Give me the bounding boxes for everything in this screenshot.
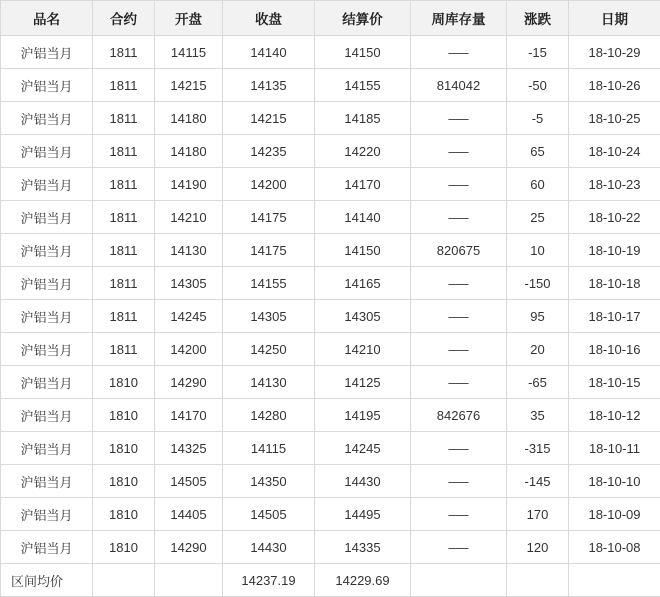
cell-weekly-stock: —– xyxy=(411,432,507,465)
cell-name: 沪铝当月 xyxy=(1,498,93,531)
cell-open: 14405 xyxy=(155,498,223,531)
cell-date: 18-10-24 xyxy=(569,135,660,168)
cell-name: 沪铝当月 xyxy=(1,300,93,333)
table-row xyxy=(1,498,660,531)
cell-name: 沪铝当月 xyxy=(1,36,93,69)
cell-open: 14180 xyxy=(155,135,223,168)
cell-contract: 1811 xyxy=(93,69,155,102)
cell-close: 14235 xyxy=(223,135,315,168)
cell-weekly-stock: 820675 xyxy=(411,234,507,267)
column-header-change: 涨跌 xyxy=(507,1,569,36)
cell-name: 沪铝当月 xyxy=(1,432,93,465)
table-row xyxy=(1,168,660,201)
cell-name: 沪铝当月 xyxy=(1,465,93,498)
cell-settlement: 14195 xyxy=(315,399,411,432)
cell-settlement: 14170 xyxy=(315,168,411,201)
summary-date xyxy=(569,564,660,597)
cell-contract: 1811 xyxy=(93,102,155,135)
table-row xyxy=(1,36,660,69)
summary-change xyxy=(507,564,569,597)
cell-change: 10 xyxy=(507,234,569,267)
cell-weekly-stock: —– xyxy=(411,168,507,201)
cell-change: 35 xyxy=(507,399,569,432)
cell-name: 沪铝当月 xyxy=(1,69,93,102)
cell-open: 14200 xyxy=(155,333,223,366)
cell-name: 沪铝当月 xyxy=(1,531,93,564)
table-row xyxy=(1,366,660,399)
cell-contract: 1811 xyxy=(93,135,155,168)
cell-close: 14135 xyxy=(223,69,315,102)
cell-open: 14245 xyxy=(155,300,223,333)
cell-close: 14200 xyxy=(223,168,315,201)
cell-change: -65 xyxy=(507,366,569,399)
cell-change: -15 xyxy=(507,36,569,69)
cell-contract: 1811 xyxy=(93,234,155,267)
cell-contract: 1810 xyxy=(93,531,155,564)
cell-settlement: 14495 xyxy=(315,498,411,531)
cell-weekly-stock: 814042 xyxy=(411,69,507,102)
cell-close: 14175 xyxy=(223,234,315,267)
cell-date: 18-10-09 xyxy=(569,498,660,531)
table-header-row xyxy=(1,1,660,36)
cell-change: 20 xyxy=(507,333,569,366)
cell-name: 沪铝当月 xyxy=(1,201,93,234)
cell-change: -150 xyxy=(507,267,569,300)
cell-open: 14305 xyxy=(155,267,223,300)
cell-weekly-stock: —– xyxy=(411,465,507,498)
cell-close: 14175 xyxy=(223,201,315,234)
cell-change: 120 xyxy=(507,531,569,564)
cell-weekly-stock: —– xyxy=(411,300,507,333)
cell-weekly-stock: —– xyxy=(411,102,507,135)
summary-label: 区间均价 xyxy=(1,564,93,597)
cell-close: 14280 xyxy=(223,399,315,432)
cell-name: 沪铝当月 xyxy=(1,267,93,300)
cell-date: 18-10-26 xyxy=(569,69,660,102)
cell-weekly-stock: 842676 xyxy=(411,399,507,432)
cell-date: 18-10-23 xyxy=(569,168,660,201)
table-row xyxy=(1,465,660,498)
cell-contract: 1811 xyxy=(93,300,155,333)
cell-close: 14140 xyxy=(223,36,315,69)
cell-settlement: 14245 xyxy=(315,432,411,465)
cell-contract: 1810 xyxy=(93,399,155,432)
cell-change: -5 xyxy=(507,102,569,135)
cell-change: 25 xyxy=(507,201,569,234)
cell-change: 170 xyxy=(507,498,569,531)
cell-open: 14505 xyxy=(155,465,223,498)
cell-open: 14170 xyxy=(155,399,223,432)
cell-change: -315 xyxy=(507,432,569,465)
cell-date: 18-10-10 xyxy=(569,465,660,498)
summary-close: 14237.19 xyxy=(223,564,315,597)
cell-close: 14215 xyxy=(223,102,315,135)
cell-date: 18-10-11 xyxy=(569,432,660,465)
cell-close: 14130 xyxy=(223,366,315,399)
cell-contract: 1811 xyxy=(93,333,155,366)
cell-name: 沪铝当月 xyxy=(1,135,93,168)
cell-weekly-stock: —– xyxy=(411,498,507,531)
cell-date: 18-10-18 xyxy=(569,267,660,300)
summary-weekly-stock xyxy=(411,564,507,597)
cell-open: 14290 xyxy=(155,366,223,399)
cell-settlement: 14335 xyxy=(315,531,411,564)
cell-date: 18-10-17 xyxy=(569,300,660,333)
table-row xyxy=(1,267,660,300)
cell-settlement: 14305 xyxy=(315,300,411,333)
cell-weekly-stock: —– xyxy=(411,36,507,69)
cell-open: 14180 xyxy=(155,102,223,135)
cell-open: 14325 xyxy=(155,432,223,465)
cell-close: 14305 xyxy=(223,300,315,333)
table-row xyxy=(1,531,660,564)
cell-open: 14190 xyxy=(155,168,223,201)
cell-date: 18-10-19 xyxy=(569,234,660,267)
cell-contract: 1810 xyxy=(93,498,155,531)
table-row xyxy=(1,201,660,234)
table-row xyxy=(1,234,660,267)
cell-contract: 1810 xyxy=(93,465,155,498)
cell-weekly-stock: —– xyxy=(411,267,507,300)
cell-contract: 1811 xyxy=(93,36,155,69)
cell-close: 14430 xyxy=(223,531,315,564)
cell-settlement: 14140 xyxy=(315,201,411,234)
column-header-settlement: 结算价 xyxy=(315,1,411,36)
cell-settlement: 14210 xyxy=(315,333,411,366)
cell-open: 14290 xyxy=(155,531,223,564)
cell-date: 18-10-29 xyxy=(569,36,660,69)
cell-name: 沪铝当月 xyxy=(1,399,93,432)
summary-contract xyxy=(93,564,155,597)
cell-open: 14115 xyxy=(155,36,223,69)
summary-open xyxy=(155,564,223,597)
cell-name: 沪铝当月 xyxy=(1,366,93,399)
table-body xyxy=(1,36,660,597)
column-header-weekly-stock: 周库存量 xyxy=(411,1,507,36)
cell-name: 沪铝当月 xyxy=(1,168,93,201)
cell-contract: 1811 xyxy=(93,168,155,201)
cell-change: 95 xyxy=(507,300,569,333)
cell-close: 14155 xyxy=(223,267,315,300)
cell-contract: 1810 xyxy=(93,432,155,465)
cell-name: 沪铝当月 xyxy=(1,333,93,366)
cell-name: 沪铝当月 xyxy=(1,234,93,267)
column-header-date: 日期 xyxy=(569,1,660,36)
cell-close: 14350 xyxy=(223,465,315,498)
table-row xyxy=(1,432,660,465)
table-row xyxy=(1,300,660,333)
cell-settlement: 14125 xyxy=(315,366,411,399)
cell-weekly-stock: —– xyxy=(411,333,507,366)
cell-date: 18-10-15 xyxy=(569,366,660,399)
cell-settlement: 14220 xyxy=(315,135,411,168)
table-row xyxy=(1,102,660,135)
column-header-open: 开盘 xyxy=(155,1,223,36)
cell-open: 14215 xyxy=(155,69,223,102)
cell-change: 60 xyxy=(507,168,569,201)
table-row xyxy=(1,69,660,102)
cell-change: -50 xyxy=(507,69,569,102)
cell-date: 18-10-08 xyxy=(569,531,660,564)
cell-change: 65 xyxy=(507,135,569,168)
cell-close: 14250 xyxy=(223,333,315,366)
cell-weekly-stock: —– xyxy=(411,366,507,399)
cell-contract: 1811 xyxy=(93,267,155,300)
cell-date: 18-10-25 xyxy=(569,102,660,135)
column-header-contract: 合约 xyxy=(93,1,155,36)
cell-settlement: 14155 xyxy=(315,69,411,102)
cell-name: 沪铝当月 xyxy=(1,102,93,135)
table-row xyxy=(1,135,660,168)
summary-row xyxy=(1,564,660,597)
cell-settlement: 14430 xyxy=(315,465,411,498)
cell-date: 18-10-22 xyxy=(569,201,660,234)
cell-date: 18-10-16 xyxy=(569,333,660,366)
table-row xyxy=(1,333,660,366)
cell-weekly-stock: —– xyxy=(411,135,507,168)
table-row xyxy=(1,399,660,432)
cell-open: 14130 xyxy=(155,234,223,267)
cell-settlement: 14150 xyxy=(315,36,411,69)
cell-change: -145 xyxy=(507,465,569,498)
column-header-name: 品名 xyxy=(1,1,93,36)
cell-settlement: 14165 xyxy=(315,267,411,300)
summary-settlement: 14229.69 xyxy=(315,564,411,597)
cell-weekly-stock: —– xyxy=(411,201,507,234)
cell-contract: 1811 xyxy=(93,201,155,234)
column-header-close: 收盘 xyxy=(223,1,315,36)
cell-contract: 1810 xyxy=(93,366,155,399)
cell-open: 14210 xyxy=(155,201,223,234)
cell-close: 14115 xyxy=(223,432,315,465)
cell-close: 14505 xyxy=(223,498,315,531)
cell-settlement: 14185 xyxy=(315,102,411,135)
cell-weekly-stock: —– xyxy=(411,531,507,564)
cell-settlement: 14150 xyxy=(315,234,411,267)
cell-date: 18-10-12 xyxy=(569,399,660,432)
